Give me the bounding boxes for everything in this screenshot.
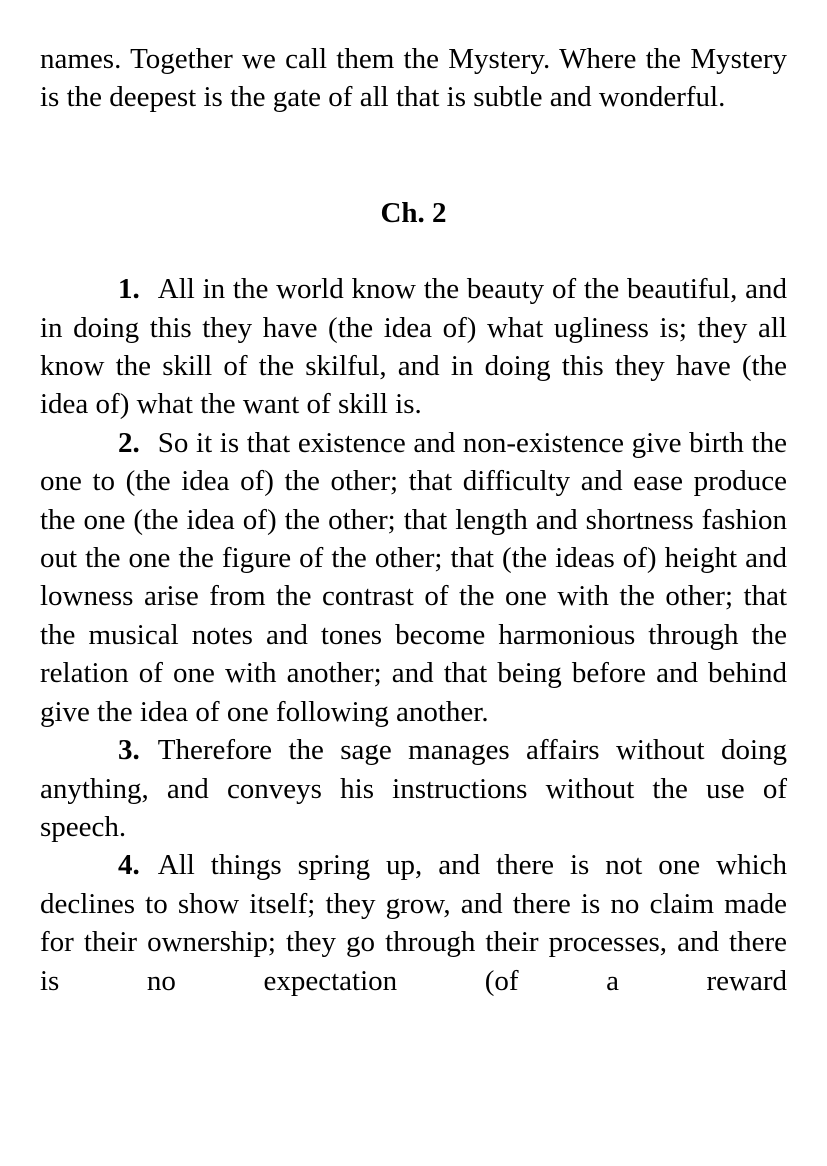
verse-1 [40,270,787,424]
verse-number: 1. [118,273,140,306]
verse-text: Therefore the sage manages affairs without doing anything, and conveys his instructions without the use of speech. [40,734,787,843]
verse-number: 2. [118,426,140,459]
verse-number: 3. [118,734,140,767]
verse-3 [40,731,787,846]
verse-text: All in the world know the beauty of the beautiful, and in doing this they have (the idea of) what ugliness is; they all know the skill of the skilful, and in doing this they have (the idea of) what the want of skill is. [40,273,787,421]
verse-2 [40,424,787,731]
verse-number: 4. [118,849,140,882]
intro-paragraph: names. Together we call them the Mystery. Where the Mystery is the deepest is the gate of all that is subtle and wonderful. [40,43,787,114]
verse-text: So it is that existence and non-existence give birth the one to (the idea of) the other; that difficulty and ease produce the one (the idea of) the other; that length and shortness fashion out the one the figure of the other; that (the ideas of) height and lowness arise from the contrast of the one with the other; that the musical notes and tones become harmonious through the relation of one with another; and that being before and behind give the idea of one following another. [40,426,787,728]
chapter-heading: Ch. 2 [380,196,447,229]
verse-4 [40,846,787,1000]
verse-text: All things spring up, and there is not one which declines to show itself; they grow, and there is no claim made for their ownership; they go through their processes, and there is no expectation (of a reward [40,849,787,997]
document-page [40,40,787,1000]
